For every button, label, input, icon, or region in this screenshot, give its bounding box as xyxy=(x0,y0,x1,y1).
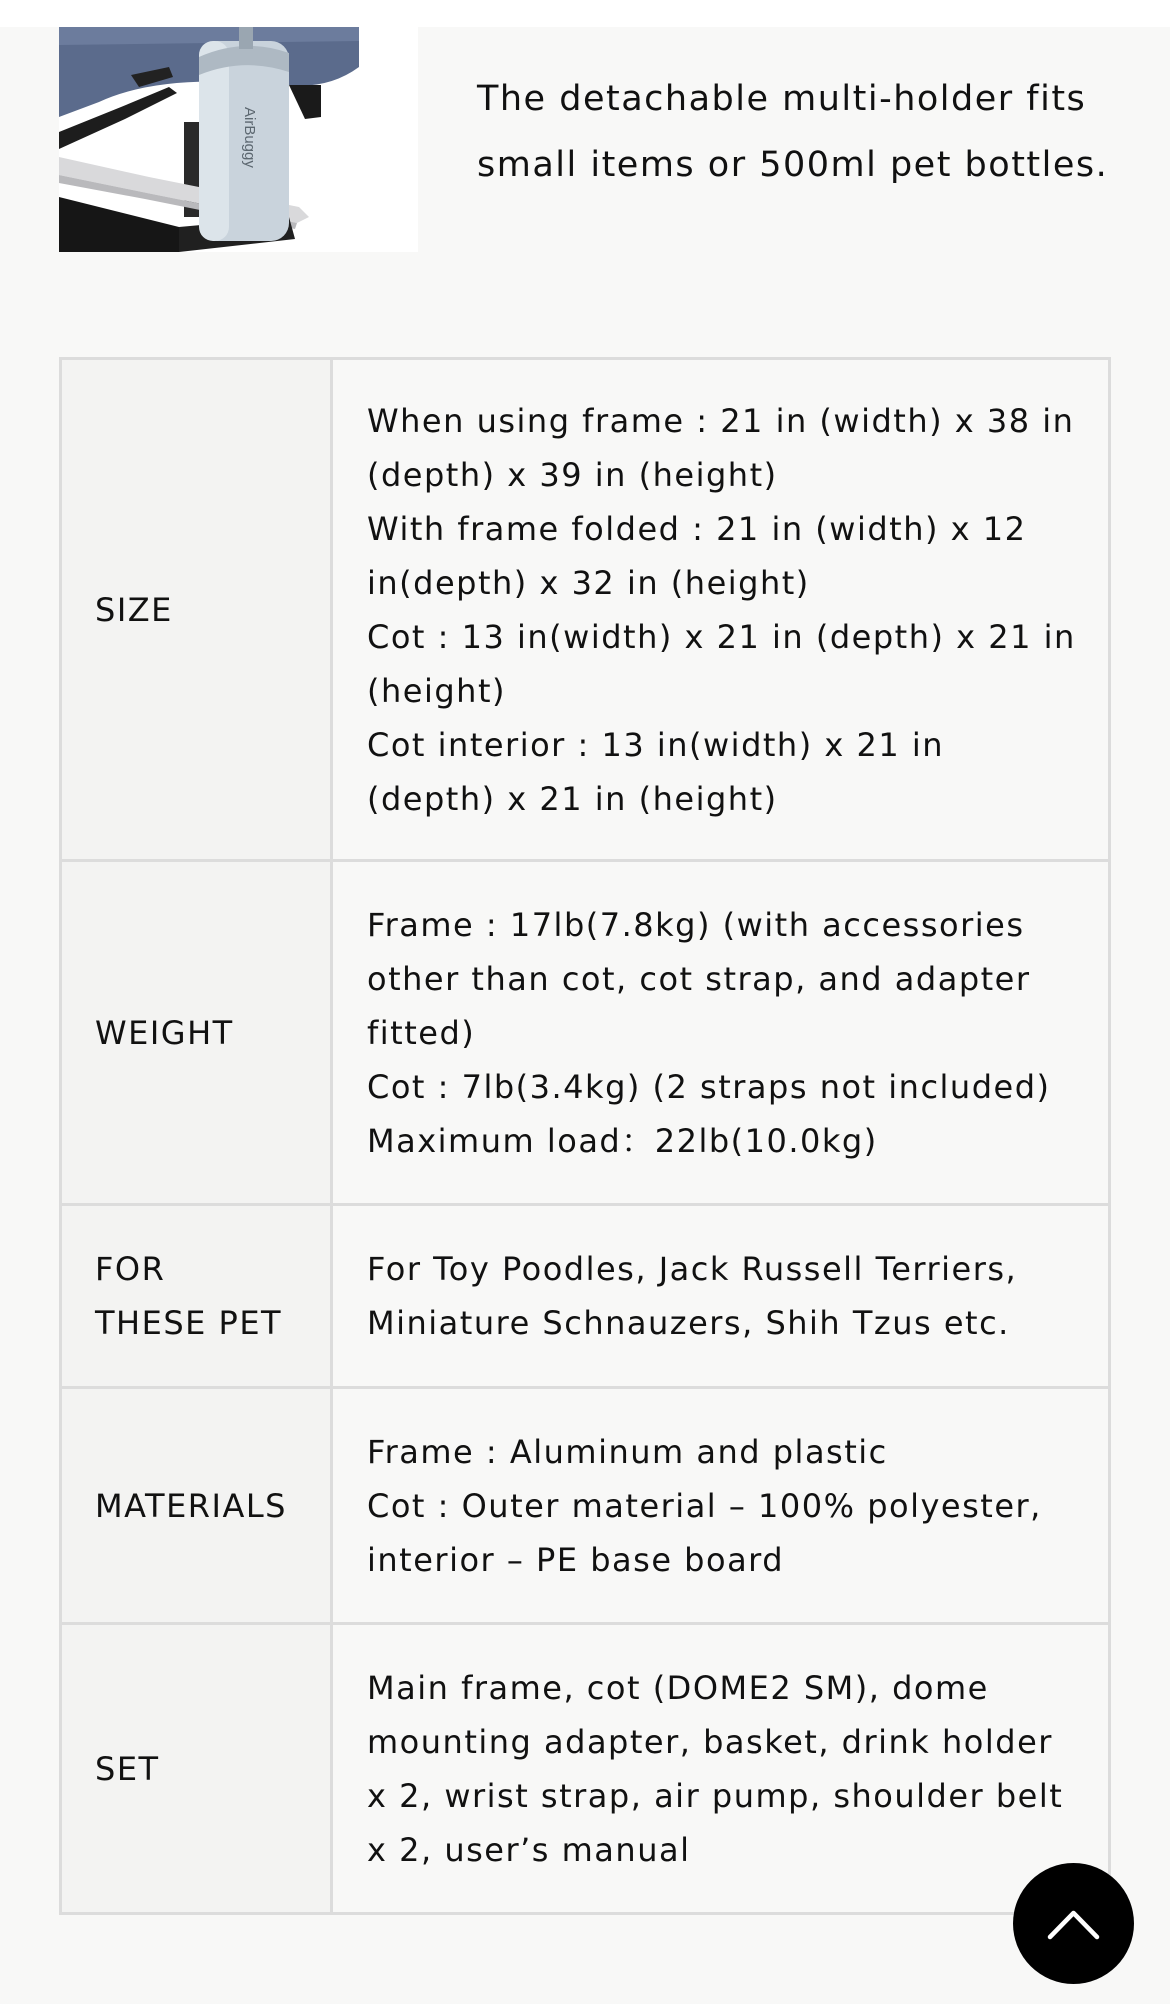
stroller-bottle-illustration xyxy=(59,27,418,252)
spec-value xyxy=(332,359,1110,861)
spec-label xyxy=(61,1624,332,1914)
spec-value-text: Frame : Aluminum and plastic xyxy=(367,1432,888,1471)
spec-row-size xyxy=(61,359,1110,861)
spec-value-text: For Toy Poodles, Jack Russell Terriers, Miniature Schnauzers, Shih Tzus etc. xyxy=(367,1250,1018,1342)
spec-label xyxy=(61,1205,332,1388)
spec-label xyxy=(61,359,332,861)
spec-value-text: Cot : Outer material – 100% polyester, interior – PE base board xyxy=(367,1486,1042,1579)
product-image xyxy=(59,27,418,252)
spec-table-body xyxy=(61,359,1110,1914)
chevron-up-icon xyxy=(1013,1863,1134,1984)
spec-row-weight xyxy=(61,861,1110,1205)
spec-table xyxy=(59,357,1111,1915)
spec-value-text: Main frame, cot (DOME2 SM), dome mounting adapter, basket, drink holder x 2, wrist strap, air pump, shoulder belt x 2, user’s manual xyxy=(367,1668,1064,1869)
spec-value-text: With frame folded : 21 in (width) x 12 in(depth) x 32 in (height) xyxy=(367,509,1027,602)
spec-value xyxy=(332,1205,1110,1388)
spec-label-text: THESE PET xyxy=(95,1304,283,1342)
spec-row-set xyxy=(61,1624,1110,1914)
spec-value-text: Cot : 7lb(3.4kg) (2 straps not included) xyxy=(367,1067,1051,1106)
spec-row-materials xyxy=(61,1388,1110,1624)
spec-row-pet xyxy=(61,1205,1110,1388)
spec-value-text: Maximum load：22lb(10.0kg) xyxy=(367,1121,878,1160)
spec-value xyxy=(332,1624,1110,1914)
spec-value xyxy=(332,861,1110,1205)
spec-value-text: When using frame : 21 in (width) x 38 in (depth) x 39 in (height) xyxy=(367,401,1075,494)
spec-label-text: SIZE xyxy=(95,590,173,629)
spec-label xyxy=(61,861,332,1205)
bottle-brand-label: AirBuggy xyxy=(241,107,258,168)
back-to-top-button[interactable] xyxy=(1013,1863,1134,1984)
spec-value-text: Cot interior : 13 in(width) x 21 in (depth) x 21 in (height) xyxy=(367,725,945,818)
spec-label-text: MATERIALS xyxy=(95,1486,287,1525)
top-bar xyxy=(0,0,1170,27)
spec-value xyxy=(332,1388,1110,1624)
spec-value-text: Frame : 17lb(7.8kg) (with accessories other than cot, cot strap, and adapter fitted) xyxy=(367,905,1031,1052)
spec-label-text: FOR xyxy=(95,1250,166,1288)
spec-value-text: Cot : 13 in(width) x 21 in (depth) x 21 in (height) xyxy=(367,617,1076,710)
spec-label-text: SET xyxy=(95,1749,160,1788)
spec-label-text: WEIGHT xyxy=(95,1013,234,1052)
spec-label xyxy=(61,1388,332,1624)
feature-description: The detachable multi-holder fits small items or 500ml pet bottles. xyxy=(477,79,1109,185)
